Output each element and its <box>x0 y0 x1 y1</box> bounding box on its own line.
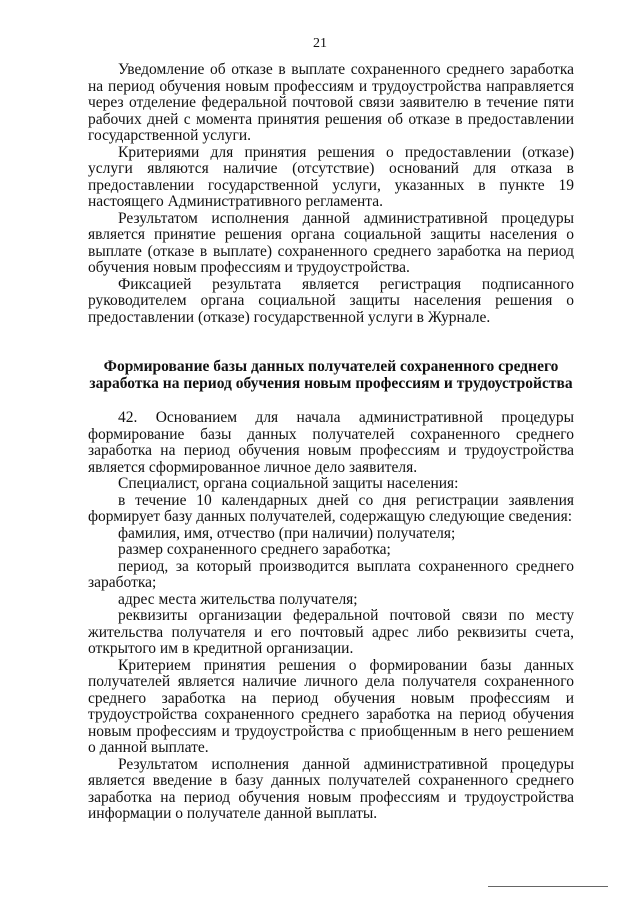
footer-line <box>488 886 608 887</box>
paragraph-result: Результатом исполнения данной административной процедуры является введение в базу данных получателей сохраненного среднего заработка на период обучения новым профессиям и трудоустройства информации о получателе данной выплаты. <box>88 755 574 822</box>
paragraph-result-recording: Фиксацией результата является регистрация подписанного руководителем органа социальной защиты населения решения о предоставлении (отказе) государственной услуги в Журнале. <box>88 275 574 326</box>
list-item-payment-period: период, за который производится выплата сохраненного среднего заработка; <box>88 557 574 591</box>
paragraph-refusal-notice: Уведомление об отказе в выплате сохраненного среднего заработка на период обучения новым профессиям и трудоустройства направляется через отделение федеральной почтовой связи заявителю в течение пяти рабочих дней с момента принятия решения об отказе в предоставлении государственной услуги. <box>88 61 574 144</box>
list-item-earnings-amount: размер сохраненного среднего заработка; <box>118 541 391 558</box>
decision-section <box>88 62 574 326</box>
paragraph-criterion: Критерием принятия решения о формировании базы данных получателей является наличие личного дела получателя сохраненного среднего заработка на период обучения новым профессиям и трудоустройства сохраненного среднего заработка на период обучения новым профессиям и трудоустройства с приобщенным в него решением о данной выплате. <box>88 656 574 756</box>
list-item-full-name: фамилия, имя, отчество (при наличии) получателя; <box>118 524 456 542</box>
database-section <box>88 410 574 823</box>
page-number: 21 <box>313 36 327 51</box>
paragraph-decision-criteria: Критериями для принятия решения о предоставлении (отказе) услуги являются наличие (отсутствие) оснований для отказа в предоставлении государственной услуги, указанных в пункте 19 настоящего Административного регламента. <box>88 143 574 210</box>
paragraph-procedure-result: Результатом исполнения данной административной процедуры является принятие решения органа социальной защиты населения о выплате (отказе в выплате) сохраненного среднего заработка на период обучения новым профессиям и трудоустройства. <box>88 209 574 276</box>
paragraph-database-forming: в течение 10 календарных дней со дня регистрации заявления формирует базу данных получателей, содержащую следующие сведения: <box>88 491 574 525</box>
list-item-postal-details: реквизиты организации федеральной почтовой связи по месту жительства получателя и его почтовый адрес либо реквизиты счета, открытого им в кредитной организации. <box>88 607 574 657</box>
list-item-residence-address: адрес места жительства получателя; <box>118 590 358 608</box>
paragraph-42-basis: 42. Основанием для начала административной процедуры формирование базы данных получателей сохраненного среднего заработка на период обучения новым профессиям и трудоустройства является сформированное личное дело заявителя. <box>88 409 574 476</box>
section-heading: Формирование базы данных получателей сохраненного среднего заработка на период обучения новым профессиям и трудоустройства <box>89 358 573 392</box>
paragraph-specialist: Специалист, органа социальной защиты населения: <box>118 475 459 492</box>
